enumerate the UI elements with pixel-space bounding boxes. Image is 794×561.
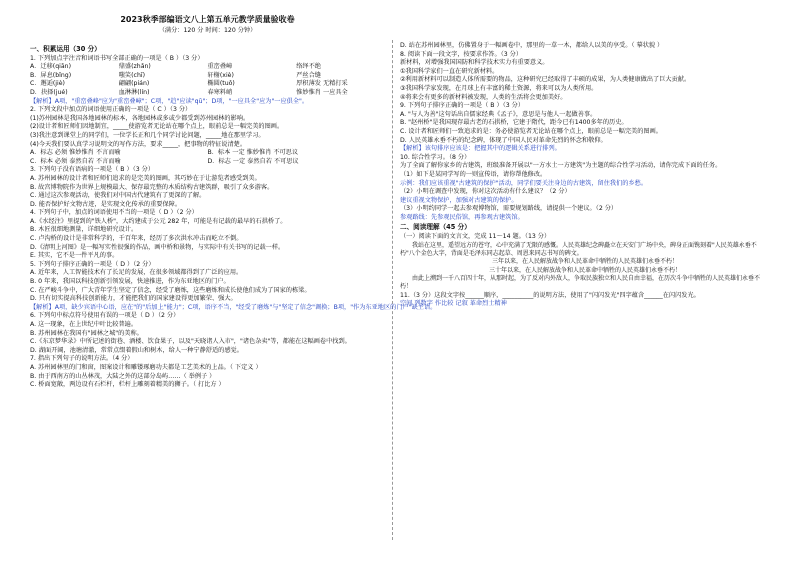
q1-options-row [30, 89, 385, 98]
option: C. 设计者和匠师们一致追求的是：务必使游览者无论站在哪个点上，眼前总是一幅完美的图画。 [400, 127, 662, 135]
option: 重峦叠嶂 [207, 63, 233, 71]
q8-item: ④将来会有更多的新材料被发现，人类的生活将会更加美好。 [400, 93, 567, 101]
inscription-line: 三年以来，在人民解放战争和人民革命中牺牲的人民英雄们永垂不朽！ [491, 258, 678, 266]
option: E. 其实，它不是一件平凡的事。 [30, 252, 119, 260]
option: C. 桥面宽敞，两边设有石栏杆，栏杆上雕刻着精美的狮子。（ 打比方 ） [30, 381, 225, 389]
option: 络绎不绝 [296, 63, 321, 71]
option: 惟妙惟肖 一应具全 [296, 88, 348, 96]
q9-analysis: 【解析】该句排序应该是：把握其中的逻辑关系进行排列。 [400, 145, 561, 153]
q1-analysis: 【解析】A项，"重峦叠峰"应为"重峦叠嶂"；C项，"趋"应读"qū"；D项，"一应具全"应为"一应俱全"。 [30, 97, 309, 105]
option: C．邂逅(jiè) [30, 80, 65, 88]
option: C. 在严峻斗争中，广大青年学生坚定了信念，经受了磨炼，这些磨炼和成长使他们成为了国家的栋梁。 [30, 286, 311, 294]
option: D. 只有切实提高科技创新能力，才能把我们的国家建设得更加繁荣、强大。 [30, 295, 237, 303]
q10-subquestion: （3）小明约同学一起去参观博物馆，需要规划路线，请提供一个建议。（2 分） [400, 205, 618, 213]
question-8: 8. 阅读下面一段文字，按要求作答。（3 分） [400, 50, 523, 58]
option: A. 苏州园林的设计者和匠师们追求的是完美的图画，其巧妙在于让游览者感受到美。 [30, 174, 261, 182]
q2-text-line: (4)今天我们要认真学习说明文的写作方法，要求_____，把事物的特征说清楚。 [30, 140, 247, 148]
option: B. 故宫博物院作为世界上规模最大、保存最完整的木质结构古建筑群，吸引了众多游客。 [30, 183, 274, 191]
option: B. 苏州园林在我国有"园林之城"的美称。 [30, 329, 143, 337]
q10-answer: 建议重视文物保护，加强对古建筑的保护。 [400, 196, 518, 204]
column-divider [392, 40, 393, 540]
question-4: 4. 下列句子中，加点的词语使用不当的一项是（ D ）（2 分） [30, 209, 198, 217]
reading-passage: 我站在这里，遥望远方的苍穹，心中充满了无限的感慨。人民英雄纪念碑矗立在天安门广场中央，碑身正面镌刻着"人民英雄永垂不朽"八个金色大字，背面是毛泽东同志起草、周恩来同志书写的碑文。 [400, 241, 757, 257]
section-heading: 二、阅读理解（45 分） [400, 223, 471, 232]
right-column [400, 42, 770, 309]
q10-answer: 参观路线：先参观民俗馆，再参观古建筑馆。 [400, 213, 524, 221]
option: A. "与人为善"这句话出自儒家经典《孟子》，意思是与他人一起做善事。 [400, 110, 597, 118]
section-heading: 一、积累运用（30 分） [30, 45, 101, 53]
q8-item: ①我国科学家们一直在研究新材料。 [400, 67, 499, 75]
option: 轩榭(xiè) [207, 71, 234, 79]
q1-options-row [30, 80, 385, 89]
question-10: 10. 综合性学习。（8 分） [400, 153, 471, 161]
option: B．标本 一定 惟妙惟肖 不可思议 [207, 149, 299, 157]
inscription-line: 由此上溯到一千八百四十年，从那时起，为了反对内外敌人，争取民族独立和人民自由幸福，在历次斗争中牺牲的人民英雄们永垂不朽！ [400, 275, 761, 291]
question-3: 3. 下列句子没有语病的一项是（ B ）（3 分） [30, 166, 155, 174]
option: D. 人民英雄永垂不朽的纪念碑，体现了中国人民对革命先烈的怀念和敬仰。 [400, 136, 607, 144]
q10-subquestion: （1）如下是某同学写的一则宣传语，请你帮他修改。 [400, 170, 547, 178]
reading-intro: （一）阅读下面的文言文，完成 11～14 题。（13 分） [400, 233, 551, 241]
option: D. 能否保护好文物古迹，是实现文化传承的重要保障。 [30, 200, 182, 208]
option: 翩翩(pián) [118, 80, 150, 88]
option: D. 湖面开阔，池塘清澈，常常点缀着假山和树木，给人一种宁静舒适的感觉。 [30, 346, 243, 354]
option: B. 木匠很细地测量，详细地研究设计。 [30, 226, 138, 234]
q2-text-line: (3)我注意到课堂上的同学们，一位学长正和几个同学讨论问题，_____地在那里学习。 [30, 131, 265, 139]
exam-info: （满分：120 分 时间：120 分钟） [158, 27, 257, 34]
q8-text: 新材料，对增强我国国防和科学技术实力有重要意义。 [400, 59, 549, 67]
q5-analysis: 【解析】A项，缺少宾语中心语，应在"的"后加上"能力"；C项，语序不当，"经受了磨炼"与"坚定了信念"调换；B项，"作为东亚地区的门户"缺主语。 [30, 303, 437, 311]
option: 春寒料峭 [207, 88, 233, 96]
question-5: 5. 下列句子排序正确的一项是（ D ）（2 分） [30, 260, 155, 268]
option: B．屏息(bǐng) [30, 71, 72, 79]
option: C. 通过这次参观活动，使我们对中国古代建筑有了更深的了解。 [30, 192, 206, 200]
option: 椭圆(tuǒ) [207, 80, 235, 88]
q2-options-row [30, 149, 385, 158]
question-11: 11.（3 分）这段文字按______顺序，__________的说明方法，使用了"闪闪发光"四字蕴含______在闪闪发光。 [400, 291, 700, 299]
q2-text-line: (2)设计者和匠师们因地制宜，_____使游览者无论站在哪个点上，眼前总是一幅完美的图画。 [30, 123, 284, 131]
option: C. 卢沟桥的设计是非常科学的，千百年来，经历了多次洪水冲击而屹立不倒。 [30, 235, 243, 243]
q11-answer: 空间 列数字 作比较 记叙 革命烈士精神 [400, 300, 507, 308]
option: D．抉择(jué) [30, 88, 68, 96]
question-6: 6. 下列句中标点符号使用有误的一项是（ D ）（2 分） [30, 312, 180, 320]
option: A．迁移(qiān) [30, 63, 71, 71]
question-1: 1. 下列加点字注音和词语书写全部正确的一项是（ B ）（3 分） [30, 54, 204, 62]
question-9: 9. 下列句子排序正确的一项是（ B ）（3 分） [400, 102, 525, 110]
inscription-line: 三十年以来，在人民解放战争和人民革命中牺牲的人民英雄们永垂不朽！ [488, 266, 681, 274]
option: B. 0 年来，我国以科技创新引领发展，快速推进，作为东亚地区的门户。 [30, 278, 230, 286]
option: 血淋淋(lín) [118, 88, 150, 96]
option: A．标志 必须 惟妙惟肖 不言而喻 [30, 149, 121, 157]
option: 鼎盛(zhǎn) [118, 63, 151, 71]
option: D．标志 一定 泰然自若 不可思议 [207, 157, 299, 165]
page-title: 2023秋季部编语文八上第五单元教学质量验收卷 [120, 15, 295, 24]
q8-item: ②利用新材料可以制造人体所需要的物品，这种研究已经取得了丰硕的成果，为人类健康做出了巨大贡献。 [400, 76, 691, 84]
option: D. 站在苏州园林里，仿佛置身于一幅画卷中，那里的一草一木，都给人以美的享受。（ 摹状貌 ） [400, 42, 664, 49]
option: D.《清明上河图》是一幅写实性很强的作品，画中桥和景物，与实际中有关书写的记载一样。 [30, 243, 285, 251]
option: 嗤笑(chī) [118, 71, 145, 79]
option: B. 由于西南方的山丛林茂，大陆之外的这部分岛屿……（ 举例子 ） [30, 372, 216, 380]
question-2: 2. 下列文段中加点的词语使用正确的一项是（ C ）（3 分） [30, 106, 192, 114]
q8-item: ③我国科学家发现，在月球上有丰富的稀土资源，将来可以为人类所用。 [400, 84, 598, 92]
option: B. "赵州桥"是我国现存最古老的石拱桥，它建于隋代，距今已有1400多年的历史。 [400, 119, 628, 127]
q10-answer: 示例：我们应该重视"古建筑的保护"活动，同学们要关注身边的古建筑，留住我们的乡愁。 [400, 179, 648, 187]
q10-text: 为了全面了解你家乡的古建筑，班级准备开展以"一方水土一方建筑"为主题的综合性学习活动，请你完成下面的任务。 [400, 162, 722, 170]
option: A. 近年来，人工智能技术有了长足的发展，在很多领域都得到了广泛的应用。 [30, 269, 243, 277]
option: A. 这一现象，在上世纪中叶比较普遍。 [30, 321, 138, 328]
option: 厚积薄发 无精打采 [296, 80, 348, 88]
q1-options-row [30, 63, 385, 72]
q10-subquestion: （2）小明在调查中发现，你对这次活动有什么建议？（2 分） [400, 188, 571, 196]
option: C．标本 必须 泰然自若 不言而喻 [30, 157, 121, 165]
option: 严丝合缝 [296, 71, 321, 79]
question-7: 7. 指出下列句子的说明方法。（4 分） [30, 355, 134, 363]
option: C.《东京梦华录》中所记述的街巷、酒楼、饮食果子，以及"天晓诸人入市"，"诸色杂卖"等，都能在这幅画卷中找到。 [30, 338, 351, 346]
q2-text-line: (1)苏州园林是我国各地园林的标本，各地园林或多或少都受到苏州园林的影响。 [30, 114, 250, 122]
option: A.《水经注》里提到的"铁人桥"，大约建成于公元 282 年，可能是有记载的最早的石拱桥了。 [30, 217, 287, 225]
option: A. 苏州园林里的门和窗，图案设计和雕镂琢磨功夫都是工艺美术的上品。（ 下定义 ） [30, 363, 262, 371]
